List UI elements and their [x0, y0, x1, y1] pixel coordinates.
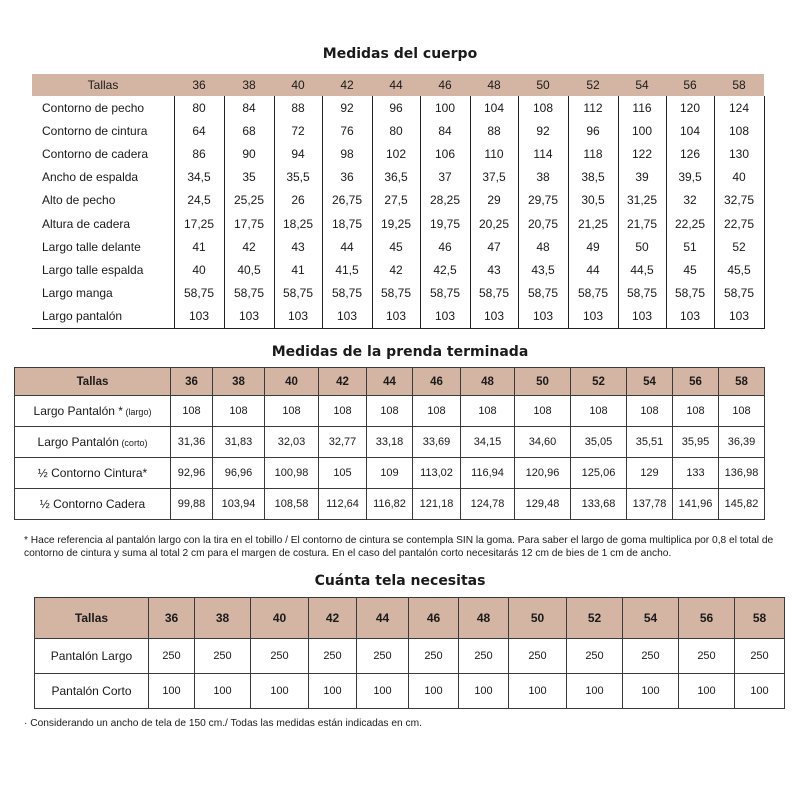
size-header: 42 — [322, 74, 372, 96]
size-header: 46 — [420, 74, 470, 96]
value-cell: 43 — [274, 235, 322, 258]
value-cell: 36,5 — [372, 166, 420, 189]
row-label: Contorno de cintura — [42, 123, 148, 138]
size-header: 40 — [251, 598, 309, 639]
value-cell: 44,5 — [618, 258, 666, 281]
value-cell: 116,82 — [367, 489, 413, 520]
row-label-cell — [32, 119, 174, 142]
value-cell: 88 — [470, 119, 518, 142]
size-header: 56 — [666, 74, 714, 96]
value-cell: 100 — [679, 674, 735, 709]
size-header: 42 — [309, 598, 357, 639]
value-cell: 32,77 — [319, 427, 367, 458]
value-cell: 133,68 — [571, 489, 627, 520]
value-cell: 108 — [319, 396, 367, 427]
value-cell: 103 — [274, 305, 322, 329]
value-cell: 108 — [265, 396, 319, 427]
value-cell: 42,5 — [420, 258, 470, 281]
value-cell: 58,75 — [518, 282, 568, 305]
value-cell: 18,75 — [322, 212, 372, 235]
value-cell: 108 — [673, 396, 719, 427]
size-header: 38 — [224, 74, 274, 96]
header-row — [15, 368, 765, 396]
value-cell: 141,96 — [673, 489, 719, 520]
size-header: 50 — [515, 368, 571, 396]
fabric-footnote: · Considerando un ancho de tela de 150 cm./ Todas las medidas están indicadas en cm. — [24, 718, 422, 729]
value-cell: 35,95 — [673, 427, 719, 458]
value-cell: 34,60 — [515, 427, 571, 458]
value-cell: 35,5 — [274, 166, 322, 189]
value-cell: 109 — [367, 458, 413, 489]
value-cell: 49 — [568, 235, 618, 258]
header-row — [35, 598, 785, 639]
value-cell: 76 — [322, 119, 372, 142]
value-cell: 105 — [319, 458, 367, 489]
value-cell: 35 — [224, 166, 274, 189]
value-cell: 100 — [735, 674, 785, 709]
value-cell: 36 — [322, 166, 372, 189]
value-cell: 34,15 — [461, 427, 515, 458]
value-cell: 38 — [518, 166, 568, 189]
value-cell: 45 — [372, 235, 420, 258]
value-cell: 58,75 — [618, 282, 666, 305]
value-cell: 20,75 — [518, 212, 568, 235]
value-cell: 106 — [420, 142, 470, 165]
table-row — [32, 142, 764, 165]
value-cell: 110 — [470, 142, 518, 165]
value-cell: 40 — [714, 166, 764, 189]
value-cell: 34,5 — [174, 166, 224, 189]
size-header: 36 — [149, 598, 195, 639]
value-cell: 99,88 — [171, 489, 213, 520]
size-header: 48 — [461, 368, 515, 396]
value-cell: 112,64 — [319, 489, 367, 520]
row-label: Largo talle delante — [42, 239, 141, 254]
size-header: 40 — [265, 368, 319, 396]
value-cell: 58,75 — [470, 282, 518, 305]
size-header: 54 — [627, 368, 673, 396]
row-label-suffix: (largo) — [122, 407, 152, 417]
row-label-cell — [35, 639, 149, 674]
row-label: Contorno de cadera — [42, 146, 149, 161]
value-cell: 108 — [719, 396, 765, 427]
value-cell: 103 — [518, 305, 568, 329]
value-cell: 130 — [714, 142, 764, 165]
size-header: 56 — [673, 368, 719, 396]
value-cell: 129,48 — [515, 489, 571, 520]
value-cell: 39,5 — [666, 166, 714, 189]
value-cell: 116,94 — [461, 458, 515, 489]
table-row — [15, 489, 765, 520]
row-label: Pantalón Corto — [51, 684, 132, 698]
row-label-cell — [32, 212, 174, 235]
value-cell: 51 — [666, 235, 714, 258]
value-cell: 29 — [470, 189, 518, 212]
value-cell: 35,05 — [571, 427, 627, 458]
value-cell: 100 — [195, 674, 251, 709]
value-cell: 250 — [623, 639, 679, 674]
table-row — [15, 458, 765, 489]
value-cell: 42 — [224, 235, 274, 258]
header-label: Tallas — [32, 74, 174, 96]
size-header: 46 — [409, 598, 459, 639]
size-header: 36 — [171, 368, 213, 396]
value-cell: 103 — [372, 305, 420, 329]
value-cell: 45,5 — [714, 258, 764, 281]
value-cell: 42 — [372, 258, 420, 281]
header-label: Tallas — [35, 598, 149, 639]
value-cell: 108 — [714, 119, 764, 142]
value-cell: 90 — [224, 142, 274, 165]
value-cell: 35,51 — [627, 427, 673, 458]
size-header: 44 — [372, 74, 420, 96]
value-cell: 58,75 — [174, 282, 224, 305]
size-header: 44 — [367, 368, 413, 396]
size-header: 48 — [470, 74, 518, 96]
value-cell: 108 — [461, 396, 515, 427]
row-label: Largo Pantalón — [37, 435, 119, 449]
value-cell: 31,25 — [618, 189, 666, 212]
value-cell: 64 — [174, 119, 224, 142]
value-cell: 40,5 — [224, 258, 274, 281]
value-cell: 40 — [174, 258, 224, 281]
table-row — [32, 235, 764, 258]
size-header: 44 — [357, 598, 409, 639]
value-cell: 33,69 — [413, 427, 461, 458]
value-cell: 124 — [714, 96, 764, 119]
value-cell: 120,96 — [515, 458, 571, 489]
value-cell: 36,39 — [719, 427, 765, 458]
value-cell: 80 — [372, 119, 420, 142]
value-cell: 96 — [372, 96, 420, 119]
value-cell: 108 — [518, 96, 568, 119]
value-cell: 25,25 — [224, 189, 274, 212]
fabric-table — [34, 597, 785, 709]
value-cell: 21,75 — [618, 212, 666, 235]
value-cell: 28,25 — [420, 189, 470, 212]
size-header: 40 — [274, 74, 322, 96]
value-cell: 108 — [627, 396, 673, 427]
value-cell: 103,94 — [213, 489, 265, 520]
size-header: 38 — [213, 368, 265, 396]
value-cell: 96 — [568, 119, 618, 142]
value-cell: 100 — [509, 674, 567, 709]
value-cell: 250 — [409, 639, 459, 674]
value-cell: 103 — [666, 305, 714, 329]
value-cell: 250 — [195, 639, 251, 674]
value-cell: 84 — [224, 96, 274, 119]
size-header: 58 — [714, 74, 764, 96]
value-cell: 58,75 — [224, 282, 274, 305]
value-cell: 100 — [149, 674, 195, 709]
value-cell: 45 — [666, 258, 714, 281]
header-label: Tallas — [15, 368, 171, 396]
value-cell: 122 — [618, 142, 666, 165]
value-cell: 103 — [568, 305, 618, 329]
table-row — [32, 166, 764, 189]
value-cell: 121,18 — [413, 489, 461, 520]
size-header: 52 — [571, 368, 627, 396]
size-header: 46 — [413, 368, 461, 396]
size-header: 42 — [319, 368, 367, 396]
value-cell: 108 — [413, 396, 461, 427]
value-cell: 31,83 — [213, 427, 265, 458]
value-cell: 22,75 — [714, 212, 764, 235]
value-cell: 52 — [714, 235, 764, 258]
size-header: 56 — [679, 598, 735, 639]
value-cell: 21,25 — [568, 212, 618, 235]
value-cell: 58,75 — [714, 282, 764, 305]
garment-measurements-table — [14, 367, 765, 520]
value-cell: 250 — [567, 639, 623, 674]
value-cell: 108 — [213, 396, 265, 427]
value-cell: 58,75 — [666, 282, 714, 305]
value-cell: 118 — [568, 142, 618, 165]
value-cell: 32,03 — [265, 427, 319, 458]
value-cell: 112 — [568, 96, 618, 119]
row-label: Alto de pecho — [42, 193, 116, 208]
value-cell: 19,25 — [372, 212, 420, 235]
garment-note: * Hace referencia al pantalón largo con la tira en el tobillo / El contorno de cintura se contempla SIN la goma. Para saber el largo de goma multiplica por 0,8 el total de contorno de cintura y suma al total 2 cm para el margen de costura. En el caso del pantalón corto necesitarás 12 cm de bies de 1 cm de ancho. — [24, 535, 774, 559]
value-cell: 96,96 — [213, 458, 265, 489]
table-row — [32, 282, 764, 305]
table-row — [32, 119, 764, 142]
value-cell: 26,75 — [322, 189, 372, 212]
value-cell: 37,5 — [470, 166, 518, 189]
value-cell: 43 — [470, 258, 518, 281]
value-cell: 92,96 — [171, 458, 213, 489]
value-cell: 116 — [618, 96, 666, 119]
value-cell: 100,98 — [265, 458, 319, 489]
value-cell: 94 — [274, 142, 322, 165]
row-label: Ancho de espalda — [42, 170, 139, 185]
table-row — [35, 639, 785, 674]
size-header: 36 — [174, 74, 224, 96]
value-cell: 44 — [568, 258, 618, 281]
size-header: 50 — [509, 598, 567, 639]
value-cell: 58,75 — [274, 282, 322, 305]
size-header: 50 — [518, 74, 568, 96]
value-cell: 250 — [679, 639, 735, 674]
fabric-title: Cuánta tela necesitas — [314, 573, 486, 589]
value-cell: 136,98 — [719, 458, 765, 489]
value-cell: 88 — [274, 96, 322, 119]
table-row — [35, 674, 785, 709]
value-cell: 250 — [357, 639, 409, 674]
table-row — [32, 258, 764, 281]
value-cell: 108 — [171, 396, 213, 427]
row-label-cell — [32, 282, 174, 305]
row-label: Largo pantalón — [42, 309, 123, 324]
row-label-cell — [32, 96, 174, 119]
row-label-cell — [32, 235, 174, 258]
value-cell: 100 — [623, 674, 679, 709]
value-cell: 32,75 — [714, 189, 764, 212]
value-cell: 250 — [149, 639, 195, 674]
table-row — [32, 305, 764, 329]
value-cell: 86 — [174, 142, 224, 165]
row-label: Largo manga — [42, 286, 113, 301]
row-label-cell — [15, 427, 171, 458]
size-header: 54 — [623, 598, 679, 639]
body-measurements-table — [32, 74, 765, 329]
size-header: 54 — [618, 74, 666, 96]
size-header: 48 — [459, 598, 509, 639]
value-cell: 113,02 — [413, 458, 461, 489]
value-cell: 84 — [420, 119, 470, 142]
value-cell: 58,75 — [372, 282, 420, 305]
row-label: Contorno de pecho — [42, 100, 145, 115]
value-cell: 19,75 — [420, 212, 470, 235]
value-cell: 100 — [420, 96, 470, 119]
value-cell: 124,78 — [461, 489, 515, 520]
row-label: Largo talle espalda — [42, 262, 144, 277]
garment-measurements-title: Medidas de la prenda terminada — [271, 344, 529, 360]
value-cell: 103 — [470, 305, 518, 329]
value-cell: 37 — [420, 166, 470, 189]
value-cell: 125,06 — [571, 458, 627, 489]
value-cell: 41 — [274, 258, 322, 281]
value-cell: 250 — [251, 639, 309, 674]
value-cell: 44 — [322, 235, 372, 258]
value-cell: 22,25 — [666, 212, 714, 235]
value-cell: 32 — [666, 189, 714, 212]
value-cell: 47 — [470, 235, 518, 258]
value-cell: 129 — [627, 458, 673, 489]
value-cell: 58,75 — [568, 282, 618, 305]
value-cell: 250 — [309, 639, 357, 674]
value-cell: 41,5 — [322, 258, 372, 281]
value-cell: 108,58 — [265, 489, 319, 520]
header-row — [32, 74, 764, 96]
table-row — [15, 427, 765, 458]
value-cell: 133 — [673, 458, 719, 489]
row-label-cell — [32, 142, 174, 165]
row-label-cell — [15, 489, 171, 520]
value-cell: 103 — [224, 305, 274, 329]
table-row — [32, 212, 764, 235]
value-cell: 31,36 — [171, 427, 213, 458]
row-label: Altura de cadera — [42, 216, 131, 231]
value-cell: 100 — [567, 674, 623, 709]
value-cell: 103 — [420, 305, 470, 329]
value-cell: 137,78 — [627, 489, 673, 520]
value-cell: 100 — [409, 674, 459, 709]
value-cell: 100 — [357, 674, 409, 709]
value-cell: 43,5 — [518, 258, 568, 281]
row-label-cell — [32, 166, 174, 189]
value-cell: 27,5 — [372, 189, 420, 212]
value-cell: 250 — [459, 639, 509, 674]
value-cell: 72 — [274, 119, 322, 142]
size-header: 58 — [735, 598, 785, 639]
value-cell: 100 — [618, 119, 666, 142]
row-label-suffix: (corto) — [118, 438, 148, 448]
value-cell: 46 — [420, 235, 470, 258]
size-header: 52 — [567, 598, 623, 639]
value-cell: 92 — [322, 96, 372, 119]
row-label: Pantalón Largo — [50, 649, 133, 663]
value-cell: 126 — [666, 142, 714, 165]
value-cell: 100 — [251, 674, 309, 709]
value-cell: 98 — [322, 142, 372, 165]
value-cell: 250 — [735, 639, 785, 674]
value-cell: 103 — [714, 305, 764, 329]
table-row — [32, 96, 764, 119]
value-cell: 250 — [509, 639, 567, 674]
value-cell: 80 — [174, 96, 224, 119]
value-cell: 100 — [459, 674, 509, 709]
row-label: ½ Contorno Cintura* — [37, 466, 148, 480]
value-cell: 38,5 — [568, 166, 618, 189]
row-label-cell — [32, 189, 174, 212]
row-label-cell — [35, 674, 149, 709]
value-cell: 103 — [322, 305, 372, 329]
value-cell: 30,5 — [568, 189, 618, 212]
value-cell: 24,5 — [174, 189, 224, 212]
row-label: Largo Pantalón * — [33, 404, 123, 418]
row-label-cell — [32, 305, 174, 329]
value-cell: 104 — [470, 96, 518, 119]
value-cell: 58,75 — [322, 282, 372, 305]
value-cell: 29,75 — [518, 189, 568, 212]
value-cell: 104 — [666, 119, 714, 142]
value-cell: 33,18 — [367, 427, 413, 458]
value-cell: 114 — [518, 142, 568, 165]
value-cell: 120 — [666, 96, 714, 119]
value-cell: 100 — [309, 674, 357, 709]
value-cell: 18,25 — [274, 212, 322, 235]
value-cell: 103 — [618, 305, 666, 329]
value-cell: 102 — [372, 142, 420, 165]
value-cell: 145,82 — [719, 489, 765, 520]
size-header: 38 — [195, 598, 251, 639]
row-label-cell — [32, 258, 174, 281]
value-cell: 20,25 — [470, 212, 518, 235]
value-cell: 26 — [274, 189, 322, 212]
row-label: ½ Contorno Cadera — [39, 497, 146, 511]
value-cell: 41 — [174, 235, 224, 258]
row-label-cell — [15, 396, 171, 427]
table-row — [15, 396, 765, 427]
value-cell: 17,25 — [174, 212, 224, 235]
value-cell: 17,75 — [224, 212, 274, 235]
body-measurements-title: Medidas del cuerpo — [322, 46, 478, 62]
value-cell: 92 — [518, 119, 568, 142]
value-cell: 58,75 — [420, 282, 470, 305]
row-label-cell — [15, 458, 171, 489]
value-cell: 48 — [518, 235, 568, 258]
value-cell: 68 — [224, 119, 274, 142]
value-cell: 39 — [618, 166, 666, 189]
value-cell: 103 — [174, 305, 224, 329]
value-cell: 108 — [367, 396, 413, 427]
value-cell: 108 — [515, 396, 571, 427]
size-header: 58 — [719, 368, 765, 396]
table-row — [32, 189, 764, 212]
value-cell: 50 — [618, 235, 666, 258]
size-header: 52 — [568, 74, 618, 96]
value-cell: 108 — [571, 396, 627, 427]
